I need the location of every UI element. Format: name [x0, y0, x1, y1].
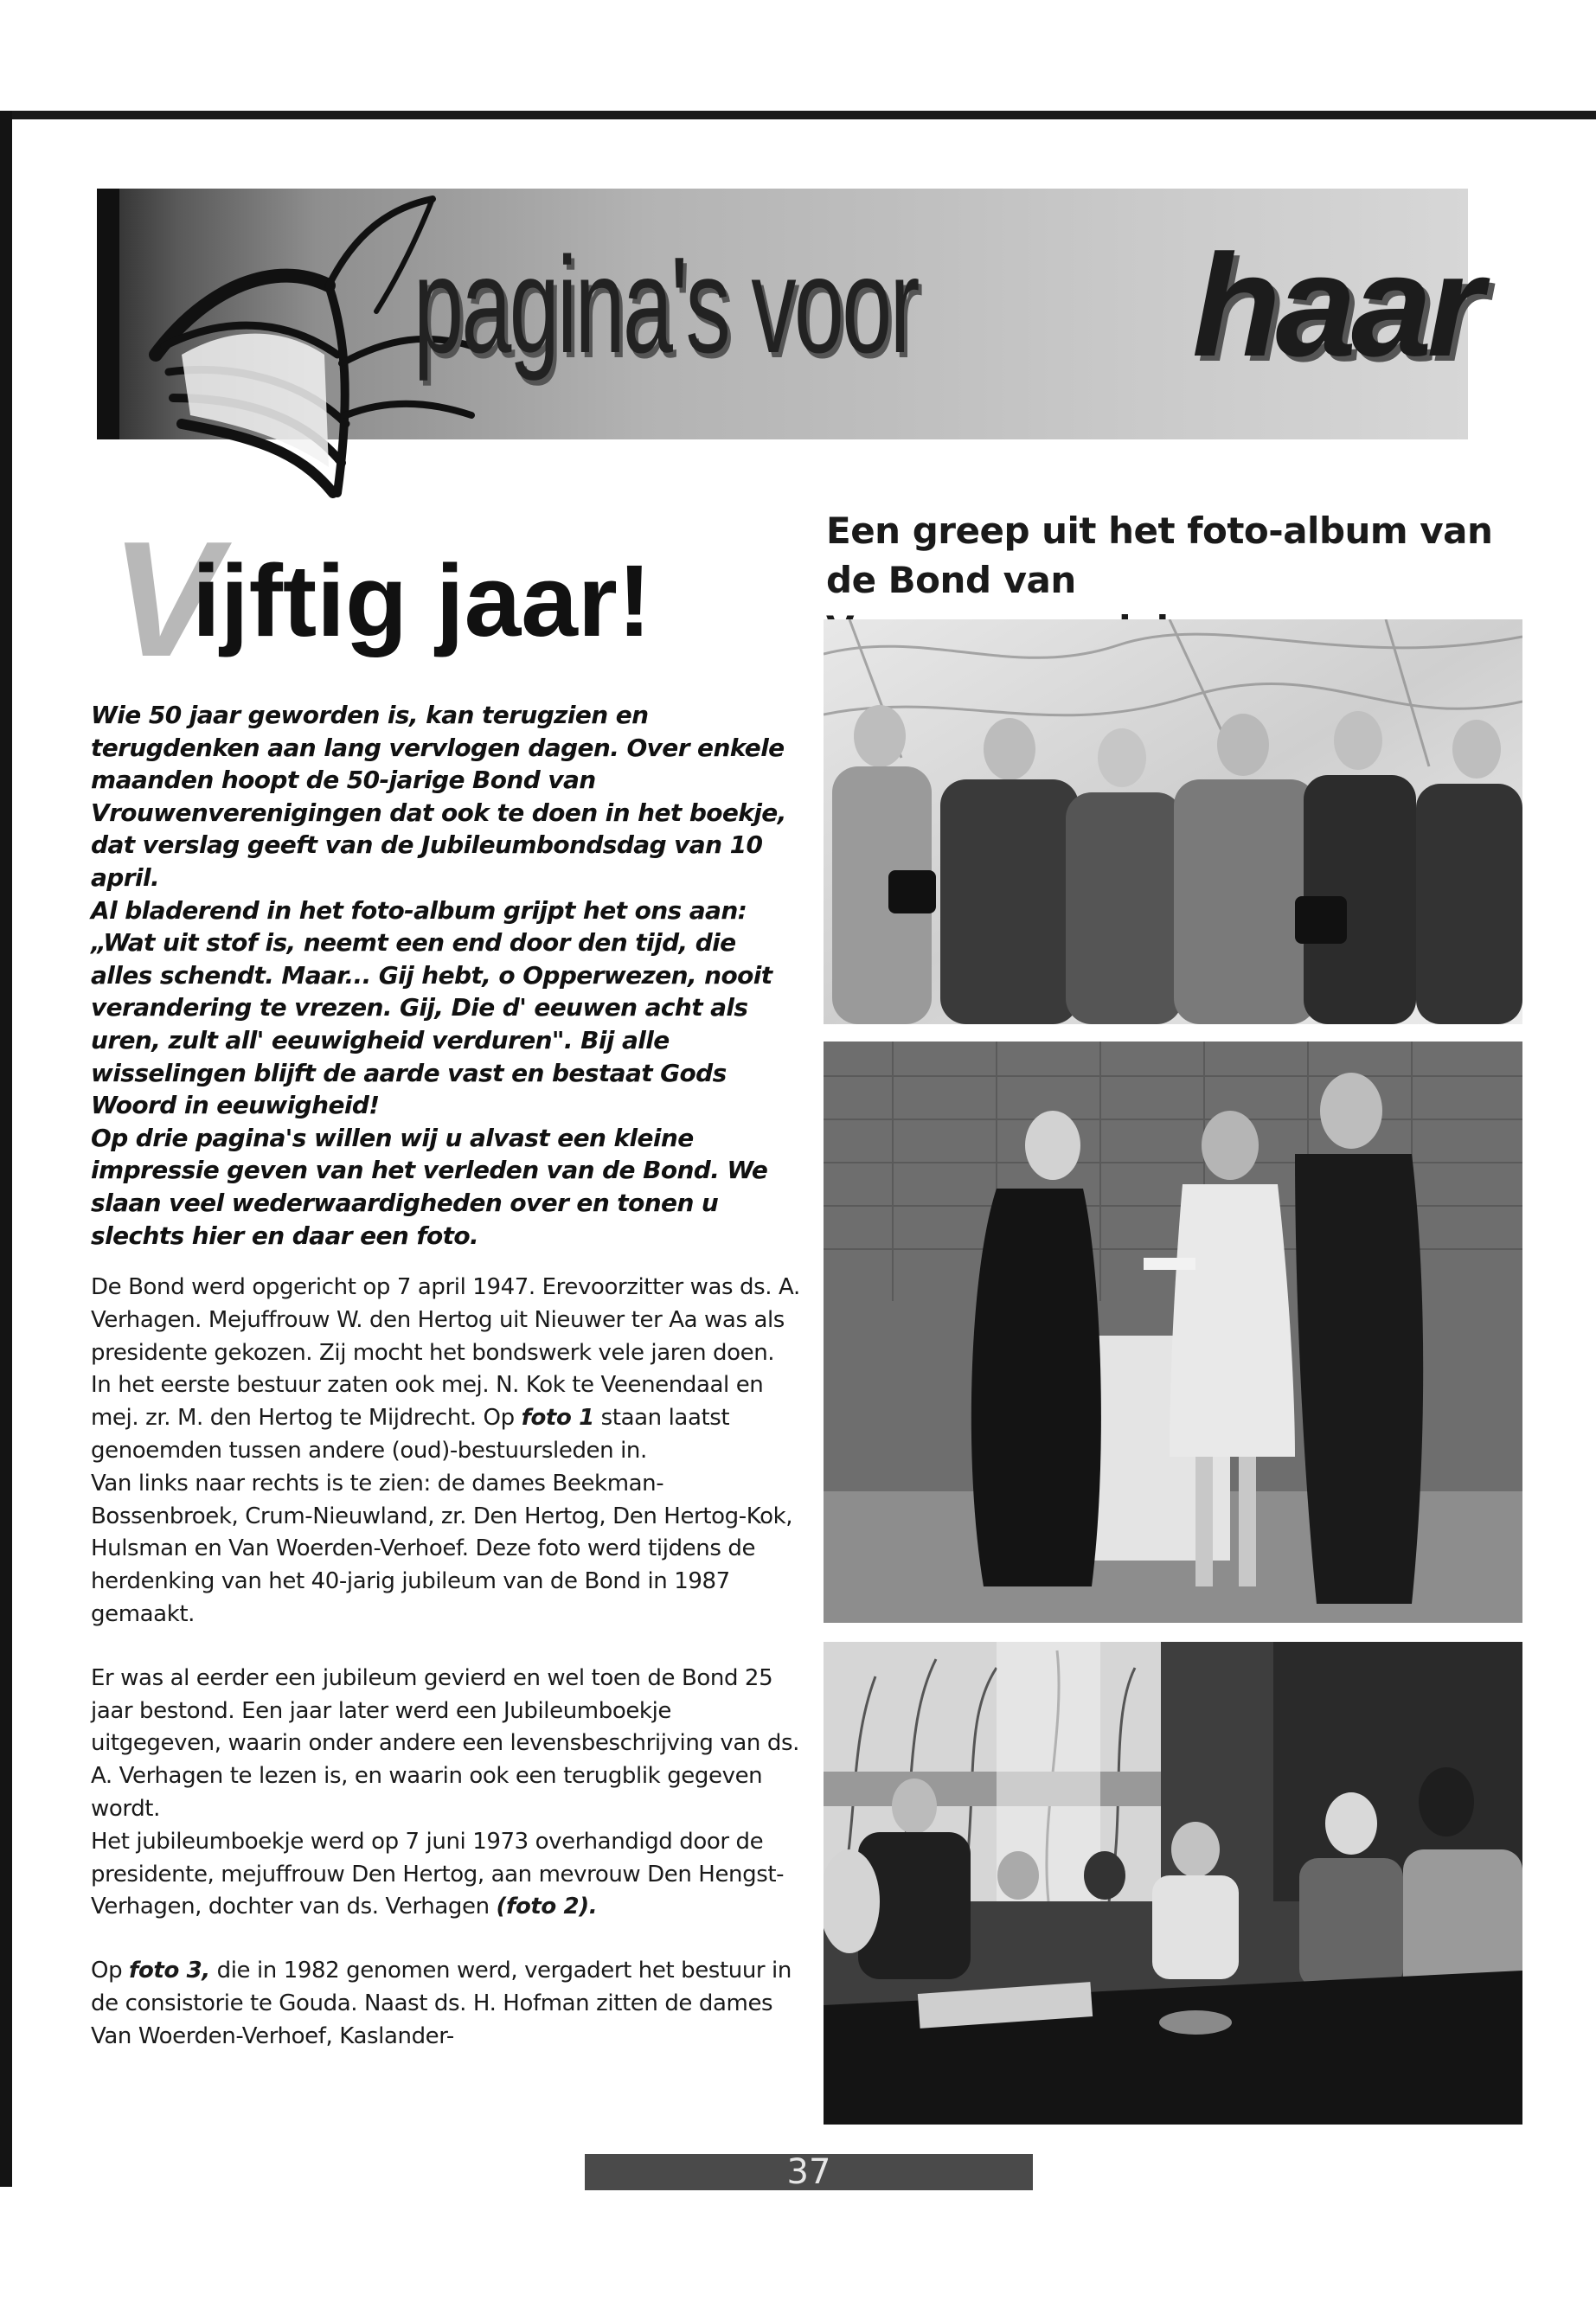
text-run: die in 1982 genomen werd, vergadert het bestuur in de consistorie te Gouda. Naast ds. H. Hofman zitten de dames Van Woerden-Verhoef, Kaslander- [91, 1958, 792, 2049]
intro-paragraph: Wie 50 jaar geworden is, kan terugzien en terugdenken aan lang vervlogen dagen. Over enkele maanden hoopt de 50-jarige Bond van Vrouwenverenigingen dat ook te doen in het boekje, dat verslag geeft van de Jubileumbondsdag van 10 april. [91, 701, 786, 892]
scan-border-top [0, 111, 1596, 119]
text-run: Op [91, 1958, 130, 1984]
body-paragraph [91, 1272, 800, 1468]
banner-edge [97, 189, 119, 439]
article-body [91, 1272, 800, 2085]
banner-title-bold: haar [1192, 224, 1478, 387]
body-paragraph: Er was al eerder een jubileum gevierd en wel toen de Bond 25 jaar bestond. Een jaar later werd een Jubileumboekje uitgegeven, waarin onder andere een levensbeschrijving van ds. A. Verhagen te lezen is, en waarin ook een terugblik gegeven wordt. [91, 1664, 799, 1822]
photo-reference: foto 3, [129, 1958, 210, 1984]
text-run: De Bond werd opgericht op 7 april 1947. Erevoorzitter was ds. A. Verhagen. Mejuffrouw W. den Hertog uit Nieuwer ter Aa was als presidente gekozen. Zij mocht het bondswerk vele jaren doen. In het eerste bestuur zaten ook mej. N. Kok te Veenendaal en mej. zr. M. den Hertog te Mijdrecht. Op [91, 1274, 800, 1432]
photo-album-caption: Een greep uit het foto-album van de Bond van [826, 510, 1493, 601]
photo-1-group-of-women [824, 619, 1522, 1024]
scan-border-left [0, 111, 12, 2187]
text-run: Het jubileumboekje werd op 7 juni 1973 overhandigd door de presidente, mejuffrouw Den Hertog, aan mevrouw Den Hengst-Verhagen, dochter van ds. Verhagen [91, 1828, 785, 1920]
page-number: 37 [786, 2152, 831, 2190]
photo-3-board-meeting [824, 1642, 1522, 2125]
intro-paragraph: Al bladerend in het foto-album grijpt het ons aan: „Wat uit stof is, neemt een end door den tijd, die alles schendt. Maar... Gij hebt, o Opperwezen, nooit verandering te vrezen. Gij, Die d' eeuwen acht als uren, zult all' eeuwigheid verduren". Bij alle wisselingen blijft de aarde vast en bestaat Gods Woord in eeuwigheid! [91, 895, 772, 1120]
photo-reference: foto 1 [521, 1405, 594, 1432]
headline-initial: V [111, 508, 221, 691]
article-intro [91, 699, 800, 1252]
body-paragraph: Van links naar rechts is te zien: de dames Beekman-Bossenbroek, Crum-Nieuwland, zr. Den Hertog, Den Hertog-Kok, Hulsman en Van Woerden-Verhoef. Deze foto werd tijdens de herdenking van het 40-jarig jubileum van de Bond in 1987 gemaakt. [91, 1470, 793, 1627]
banner-title-light: pagina's voor [413, 229, 918, 381]
intro-paragraph: Op drie pagina's willen wij u alvast een kleine impressie geven van het verleden van de Bond. We slaan veel wederwaardigheden over en tonen u slechts hier en daar een foto. [91, 1123, 768, 1250]
article-headline: ijftig jaar! [192, 544, 652, 658]
body-paragraph [91, 1955, 800, 2053]
text-run: staan laatst genoemden tussen andere (oud)-bestuursleden in. [91, 1405, 730, 1464]
photo-2-booklet-handover [824, 1042, 1522, 1623]
photo-reference: (foto 2). [496, 1894, 598, 1920]
body-paragraph [91, 1826, 800, 1924]
page-bottom-margin [0, 2190, 1596, 2301]
